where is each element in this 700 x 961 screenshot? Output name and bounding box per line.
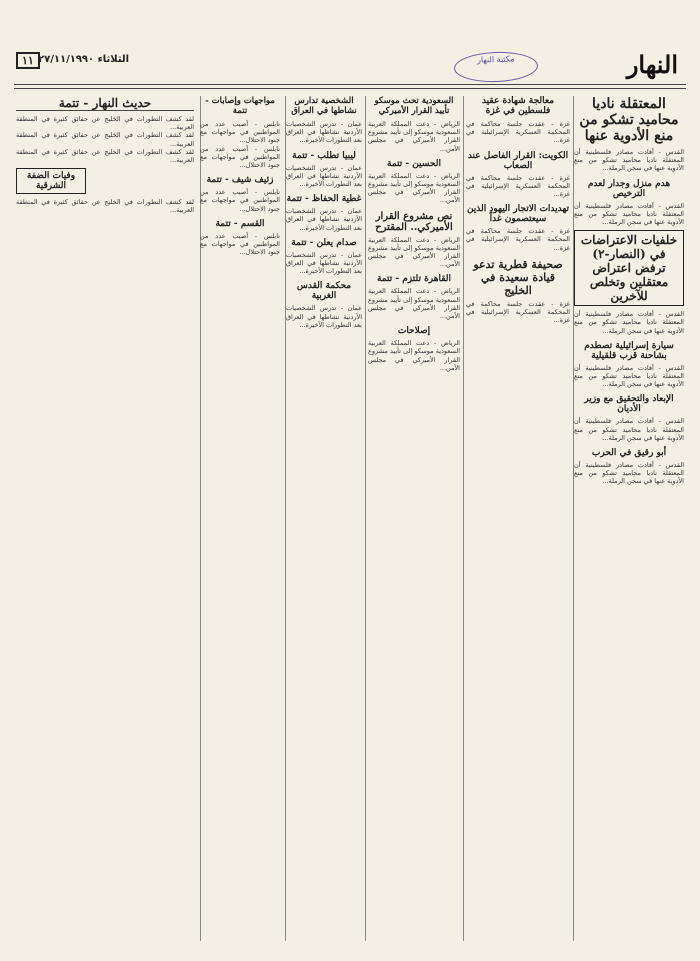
article-text: لقد كشف التطورات في الخليج عن حقائق كثيرة في المنطقة العربية... [16, 198, 194, 215]
article-text: نابلس - أصيب عدد من المواطنين في مواجهات مع جنود الاحتلال... [200, 120, 280, 145]
subheadline: الكويت: القرار الفاصل عند الصعاب [467, 150, 569, 171]
column-4 [286, 94, 362, 934]
headline: السعودية تحث موسكو تأييد القرار الأميركي [374, 96, 454, 116]
article-text: عمان - تدرس الشخصيات الأردنية نشاطها في العراق بعد التطورات الأخيرة... [286, 250, 362, 276]
subheadline: سيارة إسرائيلية تصطدم بشاحنة قرب قلقيلية [584, 340, 674, 361]
article-text: القدس - أفادت مصادر فلسطينية أن المعتقلة ناديا محاميد تشكو من منع الأدوية عنها في سجن الرملة... [574, 148, 684, 173]
article-text: الرياض - دعت المملكة العربية السعودية موسكو إلى تأييد مشروع القرار الأميركي في مجلس الأمن... [368, 235, 460, 269]
article-text: عمان - تدرس الشخصيات الأردنية نشاطها في العراق بعد التطورات الأخيرة... [286, 120, 362, 145]
masthead-rule-2 [14, 88, 686, 89]
subheadline: الحسين - تتمة [387, 158, 441, 169]
subheadline: محكمة القدس الغربية [296, 281, 352, 302]
subheadline: زئيف شيف - تتمة [206, 175, 274, 186]
article-text: عمان - تدرس الشخصيات الأردنية نشاطها في العراق بعد التطورات الأخيرة... [286, 163, 362, 189]
article-text: غزة - عقدت جلسة محاكمة في المحكمة العسكرية الإسرائيلية في غزة... [466, 173, 570, 199]
headline: الشخصية تدارس نشاطها في العراق [291, 96, 357, 116]
subheadline: تهديدات الاتجار اليهود الذين سيعتصمون غداً [466, 204, 570, 225]
article-text: القدس - أفادت مصادر فلسطينية أن المعتقلة ناديا محاميد تشكو من منع الأدوية عنها في سجن الرملة... [574, 461, 684, 486]
column-5 [200, 94, 280, 934]
subheadline: هدم منزل وجدار لعدم الترخيص [587, 178, 671, 199]
subheadline: إصلاحات [397, 326, 431, 337]
subheadline: صحيفة قطرية تدعو قيادة سعيدة في الخليج [473, 257, 563, 297]
main-headline: المعتقلة ناديا محاميد تشكو من منع الأدوية عنها [579, 96, 679, 144]
library-stamp: مكتبة النهار [454, 51, 539, 84]
article-text: لقد كشف التطورات في الخليج عن حقائق كثيرة في المنطقة العربية... [16, 131, 194, 148]
issue-date: الثلاثاء ٢٧/١١/١٩٩٠ [38, 54, 130, 65]
article-text: عمان - تدرس الشخصيات الأردنية نشاطها في العراق بعد التطورات الأخيرة... [286, 207, 362, 232]
column-6 [16, 94, 194, 934]
article-text: نابلس - أصيب عدد من المواطنين في مواجهات مع جنود الاحتلال... [200, 144, 280, 170]
article-text: الرياض - دعت المملكة العربية السعودية موسكو إلى تأييد مشروع القرار الأميركي في مجلس الأمن... [368, 339, 460, 372]
obituaries-box: وفيات الضفة الشرقية [16, 168, 86, 194]
masthead-rule [14, 84, 686, 85]
subheadline: ليبيا تطلب - تتمة [292, 150, 356, 161]
subheadline: صدام يعلن - تتمة [291, 237, 357, 248]
subheadline: القاهرة تلتزم - تتمة [376, 274, 452, 285]
article-text: الرياض - دعت المملكة العربية السعودية موسكو إلى تأييد مشروع القرار الأميركي في مجلس الأمن... [368, 171, 460, 205]
column-divider [463, 96, 464, 941]
article-text: عمان - تدرس الشخصيات الأردنية نشاطها في العراق بعد التطورات الأخيرة... [286, 304, 362, 329]
article-text: نابلس - أصيب عدد من المواطنين في مواجهات مع جنود الاحتلال... [200, 188, 280, 213]
article-text: غزة - عقدت جلسة محاكمة في المحكمة العسكرية الإسرائيلية في غزة... [466, 299, 570, 325]
newspaper-logo: النهار [626, 50, 678, 79]
article-text: نابلس - أصيب عدد من المواطنين في مواجهات مع جنود الاحتلال... [200, 231, 280, 257]
subheadline: القسم - تتمة [215, 218, 265, 229]
page-number: ١١ [16, 52, 40, 69]
subheadline: أبو رقيق في الحرب [591, 448, 667, 459]
column-divider [365, 96, 366, 941]
article-text: غزة - عقدت جلسة محاكمة في المحكمة العسكرية الإسرائيلية في غزة... [466, 227, 570, 252]
masthead [14, 22, 686, 80]
column-3 [368, 94, 460, 934]
headline: مواجهات وإصابات - تتمة [205, 96, 275, 116]
article-text: القدس - أفادت مصادر فلسطينية أن المعتقلة ناديا محاميد تشكو من منع الأدوية عنها في سجن الرملة... [574, 363, 684, 389]
subheadline: غطية الحفاظ - تتمة [286, 194, 362, 205]
article-text: غزة - عقدت جلسة محاكمة في المحكمة العسكرية الإسرائيلية في غزة... [466, 120, 570, 145]
subheadline: نص مشروع القرار الأميركي.. المقترح [375, 210, 453, 233]
article-text: القدس - أفادت مصادر فلسطينية أن المعتقلة ناديا محاميد تشكو من منع الأدوية عنها في سجن الرملة... [574, 201, 684, 227]
article-text: القدس - أفادت مصادر فلسطينية أن المعتقلة ناديا محاميد تشكو من منع الأدوية عنها في سجن الرملة... [574, 417, 684, 442]
column-1 [574, 94, 684, 934]
column-2 [466, 94, 570, 934]
subheadline: الإبعاد والتحقيق مع وزير الأديان [584, 394, 674, 415]
headline: معالجة شهادة عقيد فلسطين في غزة [481, 96, 555, 116]
article-text: لقد كشف التطورات في الخليج عن حقائق كثيرة في المنطقة العربية... [16, 147, 194, 165]
article-text: لقد كشف التطورات في الخليج عن حقائق كثيرة في المنطقة العربية... [16, 115, 194, 132]
column-title: حديث النهار - تتمة [16, 96, 194, 111]
article-text: الرياض - دعت المملكة العربية السعودية موسكو إلى تأييد مشروع القرار الأميركي في مجلس الأمن... [368, 120, 460, 153]
article-text: الرياض - دعت المملكة العربية السعودية موسكو إلى تأييد مشروع القرار الأميركي في مجلس الأمن... [368, 287, 460, 321]
article-text: القدس - أفادت مصادر فلسطينية أن المعتقلة ناديا محاميد تشكو من منع الأدوية عنها في سجن الرملة... [574, 310, 684, 335]
boxed-headline: خلفيات الاعتراضات في (النصار-٢) ترفض اعتراض معتقلين وتخلص للآخرين [574, 230, 684, 306]
